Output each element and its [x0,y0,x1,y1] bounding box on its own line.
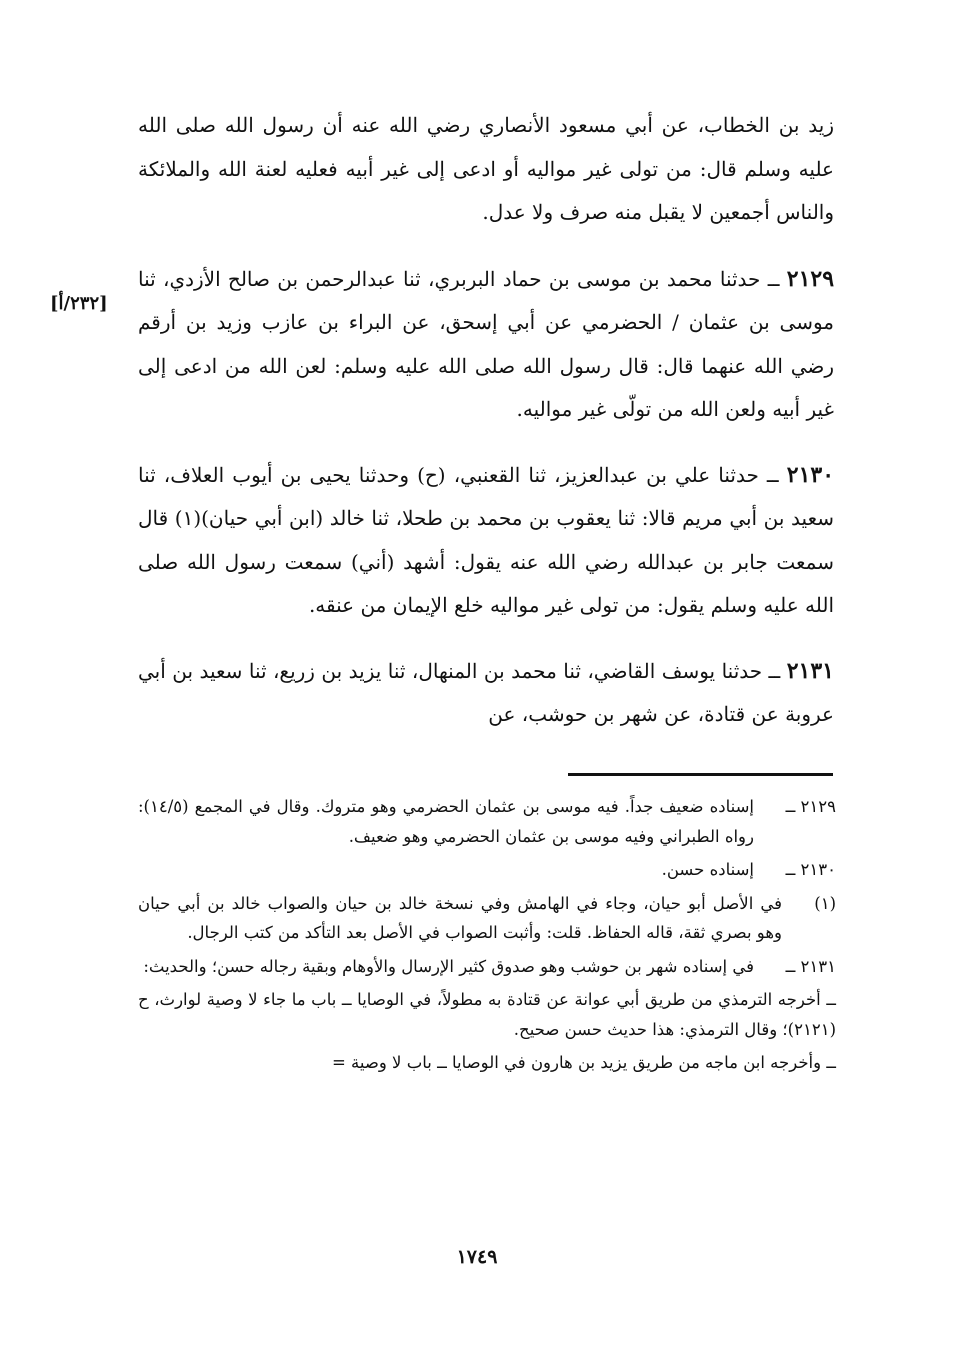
manuscript-folio-ref: [٢٣٢/أ] [50,293,108,314]
footnote-text: ــ أخرجه الترمذي من طريق أبي عوانة عن قتادة به مطولاً، في الوصايا ــ باب ما جاء لا وصية لوارث، ح (٢١٢١)؛ وقال الترمذي: هذا حديث حسن صحيح. [138,990,836,1039]
footnote-2130 [138,855,836,885]
intro-text: زيد بن الخطاب، عن أبي مسعود الأنصاري رضي الله عنه أن رسول الله صلى الله عليه وسلم قال: من تولى غير مواليه أو ادعى إلى غير أبيه فعليه لعنة الله والملائكة والناس أجمعين لا يقبل منه صرف ولا عدل. [138,113,834,224]
footnote-text: ــ وأخرجه ابن ماجه من طريق يزيد بن هارون في الوصايا ــ باب لا وصية = [331,1053,836,1072]
hadith-2129 [138,258,834,432]
hadith-text: ــ حدثنا محمد بن موسى بن حماد البربري، ثنا عبدالرحمن بن صالح الأزدي، ثنا موسى بن عثمان / الحضرمي عن أبي إسحق، عن البراء بن عازب وزيد بن أرقم رضي الله عنهما قال: قال رسول الله صلى الله عليه وسلم: لعن الله من ادعى إلى غير أبيه ولعن الله من تولّى غير مواليه. [138,266,834,421]
hadith-2131 [138,650,834,737]
footnote-text: في إسناده شهر بن حوشب وهو صدوق كثير الإرسال والأوهام وبقية رجاله حسن؛ والحديث: [143,956,754,976]
footnote-text: إسناده حسن. [661,860,754,879]
page-number: ١٧٤٩ [456,1246,498,1268]
hadith-number: ٢١٣١ [786,657,834,684]
hadith-2130 [138,454,834,628]
footnote-2131 [138,952,836,982]
footnote-key: ٢١٣١ ــ [785,956,836,976]
footnote-2131-ibn-majah [138,1048,836,1078]
footnote-text: إسناده ضعيف جداً. فيه موسى بن عثمان الحضرمي وهو متروك. وقال في المجمع (١٤/٥): رواه الطبراني وفيه موسى بن عثمان الحضرمي وهو ضعيف. [138,797,754,846]
footnote-2129 [138,792,836,851]
footnote-key: ٢١٢٩ ــ [785,797,836,816]
hadith-number: ٢١٢٩ [786,265,835,292]
footnote-divider [568,773,833,776]
hadith-number: ٢١٣٠ [786,461,835,488]
hadith-text: ــ حدثنا يوسف القاضي، ثنا محمد بن المنهال، ثنا يزيد بن زريع، ثنا سعيد بن أبي عروبة عن قتادة، عن شهر بن حوشب، عن [138,658,834,726]
footnote-key: ٢١٣٠ ــ [785,860,836,879]
hadith-text: ــ حدثنا علي بن عبدالعزيز، ثنا القعنبي، (ح) وحدثنا يحيى بن أيوب العلاف، ثنا سعيد بن أبي مريم قالا: ثنا يعقوب بن محمد بن طحلا، ثنا خالد (ابن أبي حيان)(١) قال سمعت جابر بن عبدالله رضي الله عنه يقول: أشهد (أني) سمعت رسول الله صلى الله عليه وسلم يقول: من تولى غير مواليه خلع الإيمان من عنقه. [138,462,834,617]
footnote-2131-tirmidhi [138,985,836,1044]
footnote-key: (١) [814,893,836,913]
footnote-text: في الأصل أبو حيان، وجاء في الهامش وفي نسخة خالد بن حيان والصواب خالد بن أبي حيان وهو بصري ثقة، قاله الحفاظ. قلت: وأثبت الصواب في الأصل بعد التأكد من كتب الرجال. [138,893,782,942]
footnote-1 [138,889,836,948]
footnotes [138,792,836,1082]
main-text [138,104,834,737]
intro-paragraph [138,104,834,235]
